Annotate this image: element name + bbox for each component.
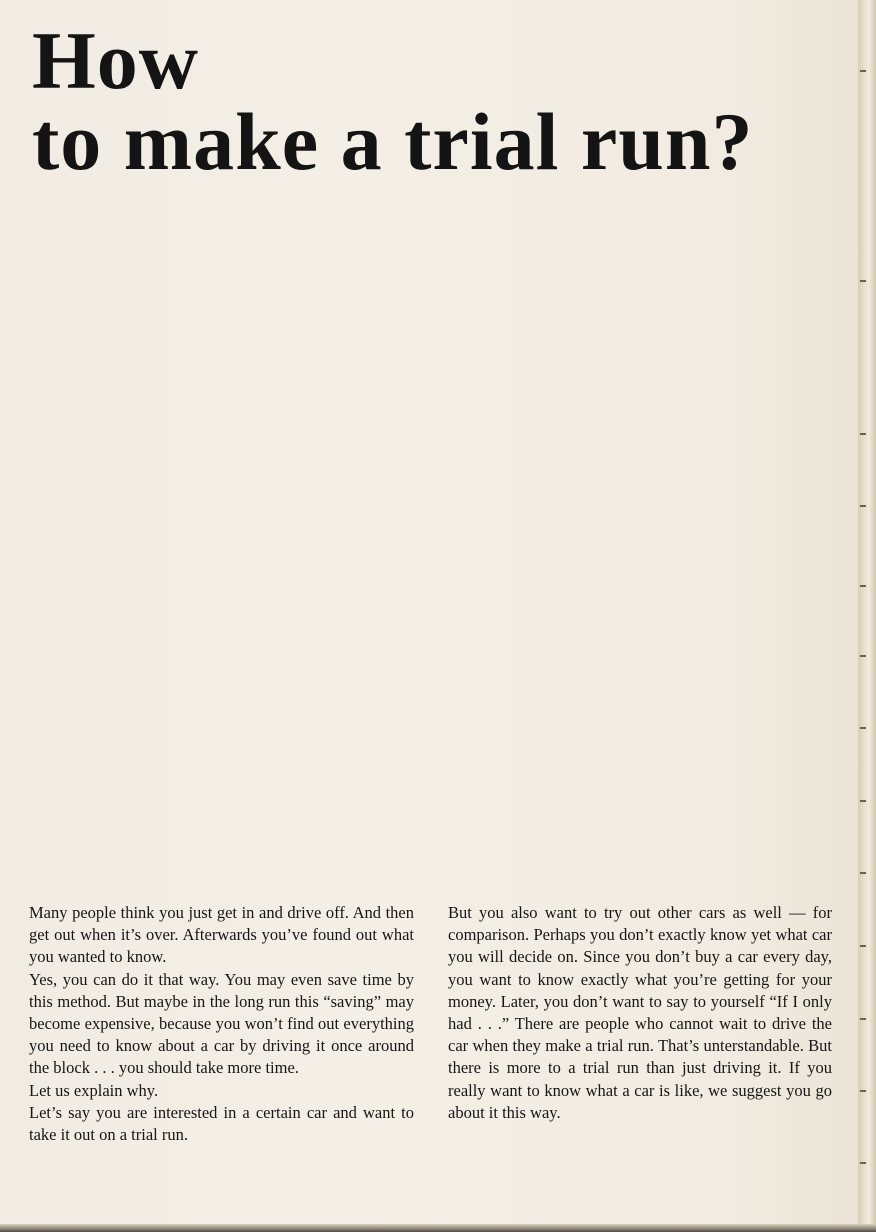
body-paragraph: Let’s say you are interested in a certain car and want to take it out on a trial run. [29, 1102, 414, 1145]
page-bottom-edge [0, 1224, 876, 1232]
headline [32, 15, 754, 187]
edge-mark [860, 585, 866, 587]
edge-mark [860, 1090, 866, 1092]
page-edge [858, 0, 876, 1232]
body-column-left [29, 902, 414, 1146]
headline-line-2: to make a trial run? [32, 96, 754, 187]
headline-line-1: How [32, 15, 199, 106]
edge-mark [860, 727, 866, 729]
edge-mark [860, 872, 866, 874]
body-paragraph: Yes, you can do it that way. You may even save time by this method. But maybe in the long run this “saving” may become expensive, because you won’t find out everything you need to know about a car by driving it once around the block . . . you should take more time. [29, 969, 414, 1078]
body-paragraph: But you also want to try out other cars as well — for comparison. Perhaps you don’t exactly know yet what car you will decide on. Since you don’t buy a car every day, you want to know exactly what you’re getting for your money. Later, you don’t want to say to yourself “If I only had . . .” There are people who cannot wait to drive the car when they make a trial run. That’s unterstandable. But there is more to a trial run than just driving it. If you really want to know what a car is like, we suggest you go about it this way. [448, 903, 832, 1122]
edge-mark [860, 945, 866, 947]
edge-mark [860, 505, 866, 507]
edge-mark [860, 1018, 866, 1020]
edge-mark [860, 433, 866, 435]
body-column-right [448, 902, 832, 1124]
edge-mark [860, 280, 866, 282]
edge-mark [860, 655, 866, 657]
body-paragraph: Let us explain why. [29, 1080, 159, 1100]
body-paragraph: Many people think you just get in and drive off. And then get out when it’s over. Afterwards you’ve found out what you wanted to know. [29, 903, 414, 967]
edge-mark [860, 1162, 866, 1164]
edge-mark [860, 70, 866, 72]
edge-mark [860, 800, 866, 802]
